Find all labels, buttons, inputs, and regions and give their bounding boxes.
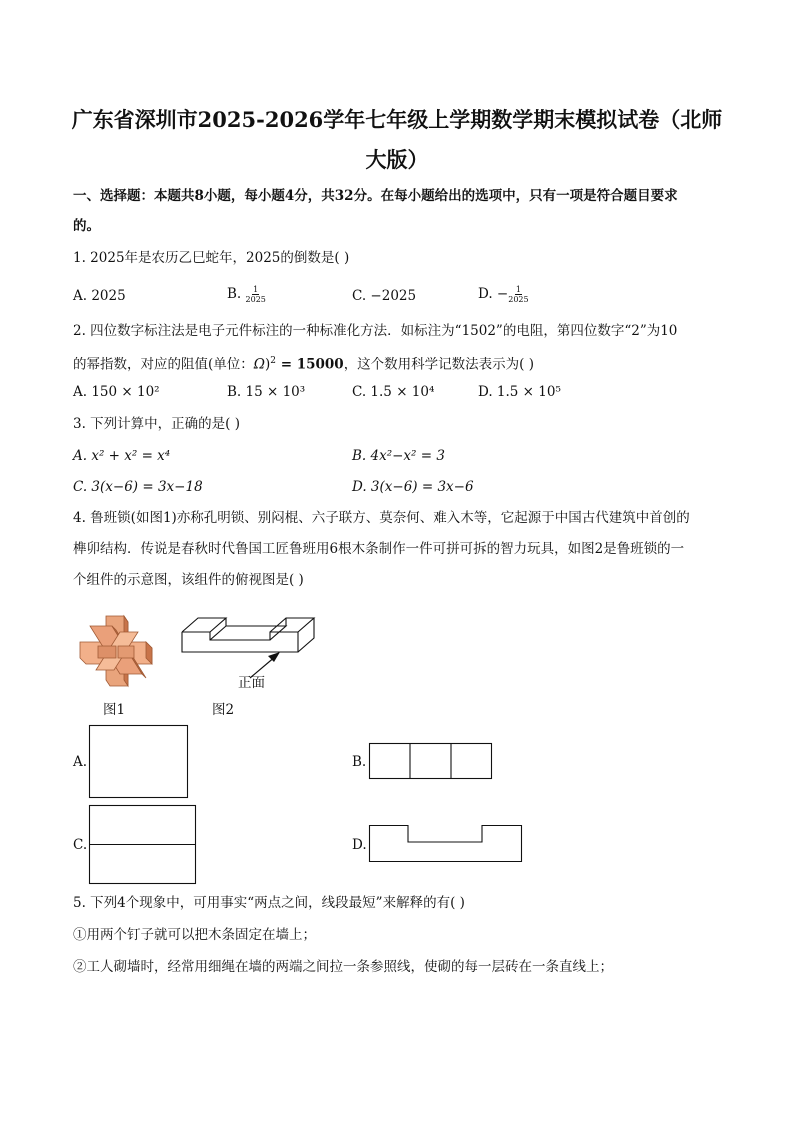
section-heading-line2: 的。 <box>73 218 100 234</box>
q4-option-c-figure <box>89 805 197 885</box>
q1-option-d-prefix: D. − <box>478 286 509 302</box>
q1-option-d <box>478 284 529 304</box>
q2-stem-text-d: ，这个数用科学记数法表示为( ) <box>343 356 535 373</box>
q1-d-numerator: 1 <box>515 285 521 294</box>
q1-d-denominator: 2025 <box>508 295 529 304</box>
q1-stem: 1. 2025年是农历乙巳蛇年，2025的倒数是( ) <box>73 250 350 266</box>
q2-stem-value: = 15000 <box>276 356 344 373</box>
q2-option-d: D. 1.5 × 10⁵ <box>478 384 561 400</box>
q4-option-b-label: B. <box>352 754 367 770</box>
q2-stem-text-a: 的幂指数，对应的阻值(单位： <box>73 356 254 373</box>
q2-option-a: A. 150 × 10² <box>73 384 160 400</box>
q1-b-numerator: 1 <box>253 285 259 294</box>
q1-option-d-fraction <box>508 285 528 304</box>
q2-option-c: C. 1.5 × 10⁴ <box>352 384 435 400</box>
luban-lock-illustration <box>80 616 152 686</box>
q3-stem: 3. 下列计算中，正确的是( ) <box>73 416 240 432</box>
q3-option-c: C. 3(x−6) = 3x−18 <box>73 479 203 495</box>
q1-b-denominator: 2025 <box>245 295 266 304</box>
front-view-label: 正面 <box>238 675 265 691</box>
q3-option-b: B. 4x²−x² = 3 <box>352 448 445 464</box>
q4-stem-line1: 4. 鲁班锁(如图1)亦称孔明锁、别闷棍、六子联方、莫奈何、难入木等，它起源于中国古代建筑中首创的 <box>73 510 690 526</box>
fig2-label: 图2 <box>212 702 235 718</box>
q1-option-b-prefix: B. <box>227 286 246 302</box>
q4-option-b-figure <box>369 743 493 781</box>
exam-title-line2: 大版） <box>365 147 429 172</box>
section-heading-line1: 一、选择题：本题共8小题，每小题4分，共32分。在每小题给出的选项中，只有一项是符合题目要求 <box>73 188 678 204</box>
q4-stem-line2: 榫卯结构．传说是春秋时代鲁国工匠鲁班用6根木条制作一件可拼可拆的智力玩具，如图2是鲁班锁的一 <box>73 541 685 557</box>
q2-option-b: B. 15 × 10³ <box>227 384 306 400</box>
q1-option-c: C. −2025 <box>352 288 417 304</box>
q1-option-a: A. 2025 <box>73 288 126 304</box>
q5-stem: 5. 下列4个现象中，可用事实“两点之间，线段最短”来解释的有( ) <box>73 895 465 911</box>
exam-title-line1: 广东省深圳市2025-2026学年七年级上学期数学期末模拟试卷（北师 <box>71 107 723 132</box>
q4-option-d-figure <box>369 825 523 863</box>
q2-stem-superscript: 2 <box>270 356 276 366</box>
q4-option-a-figure <box>89 725 189 799</box>
q5-item-2: ②工人砌墙时，经常用细绳在墙的两端之间拉一条参照线，使砌的每一层砖在一条直线上； <box>73 959 613 975</box>
q1-option-b <box>227 284 266 304</box>
q2-stem-text-b: ) <box>264 356 271 373</box>
q2-unit-ohm: Ω <box>253 356 265 373</box>
q3-option-a: A. x² + x² = x⁴ <box>73 448 171 464</box>
q4-option-d-label: D. <box>352 837 367 853</box>
q4-option-a-label: A. <box>73 754 88 770</box>
luban-lock-figure <box>76 612 158 690</box>
q4-option-c-label: C. <box>73 837 88 853</box>
q3-option-d: D. 3(x−6) = 3x−6 <box>352 479 474 495</box>
fig1-label: 图1 <box>103 702 126 718</box>
q4-stem-line3: 个组件的示意图，该组件的俯视图是( ) <box>73 572 304 588</box>
q2-stem-line2 <box>73 351 534 375</box>
q5-item-1: ①用两个钉子就可以把木条固定在墙上； <box>73 927 316 943</box>
q1-option-b-fraction <box>246 285 266 304</box>
q2-stem-line1: 2. 四位数字标注法是电子元件标注的一种标准化方法．如标注为“1502”的电阻，第四位数字“2”为10 <box>73 323 678 339</box>
